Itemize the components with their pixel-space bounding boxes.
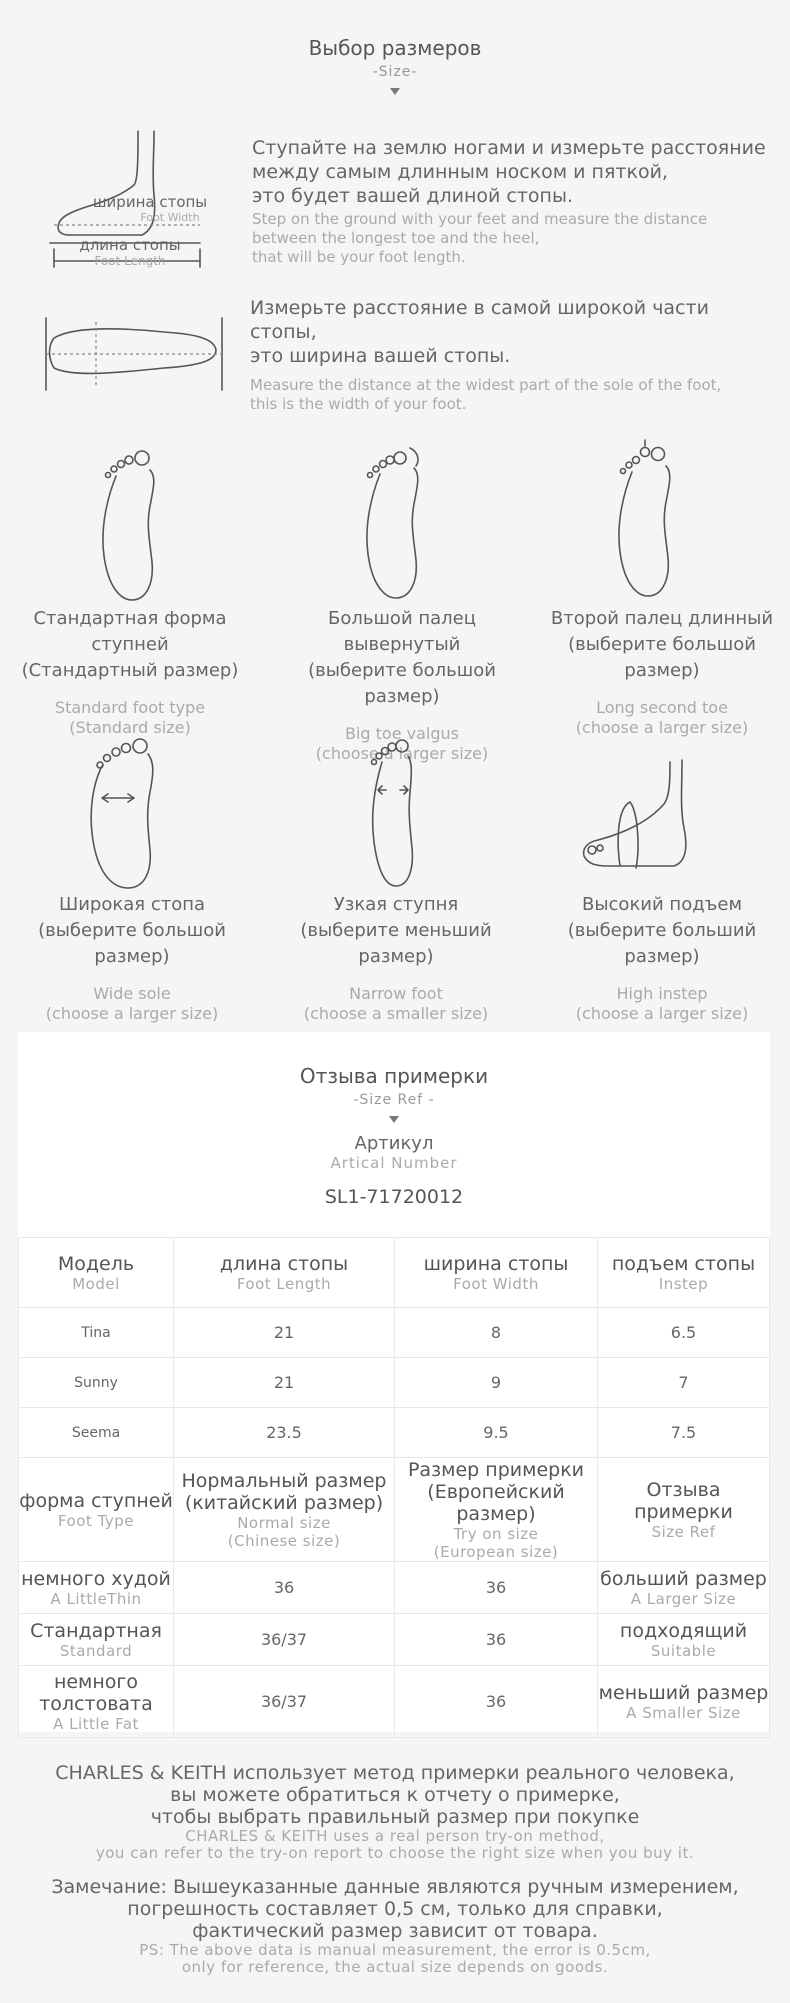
table-row: Sunny 21 9 7 xyxy=(19,1358,770,1408)
foot-width-illustration xyxy=(44,318,224,392)
size-ref-header xyxy=(18,1064,770,1208)
size-ref-title: Отзыва примерки xyxy=(299,1064,489,1088)
narrow-foot-icon xyxy=(360,732,430,890)
foot-type-standard: Стандартная форма ступней (Стандартный размер) Standard foot type (Standard size) xyxy=(21,608,239,737)
header-foot-length: длина стопы Foot Length xyxy=(174,1238,395,1308)
table-row: Стандартная Standard 36/37 36 подходящий Suitable xyxy=(19,1614,770,1666)
arrow-down-icon xyxy=(389,1116,399,1123)
header-foot-width: ширина стопы Foot Width xyxy=(395,1238,598,1308)
long-second-toe-icon xyxy=(612,440,682,600)
artical-label: Артикул xyxy=(354,1133,434,1154)
big-toe-valgus-icon xyxy=(360,444,430,602)
header-size-ref: Отзыва примерки Size Ref xyxy=(598,1458,770,1562)
foot-type-wide-sole: Широкая стопа (выберите большой размер) Wide sole (choose a larger size) xyxy=(38,894,226,1023)
sku: SL1-71720012 xyxy=(324,1186,464,1208)
header xyxy=(0,36,790,95)
arrow-down-icon xyxy=(390,88,400,95)
foot-type-big-toe-valgus: Большой палец вывернутый (выберите большой размер) Big toe valgus (choose a larger size) xyxy=(308,608,496,763)
measure-length-text: Ступайте на землю ногами и измерьте расстояние между самым длинным носком и пяткой, это будет вашей длиной стопы. Step on the ground with your feet and measure the distance between the longest toe and the heel, that will be your foot length. xyxy=(252,137,766,266)
foot-type-high-instep: Высокий подъем (выберите больший размер) High instep (choose a larger size) xyxy=(567,894,757,1023)
table-header-row xyxy=(19,1458,770,1562)
table-row: немного толстовата A Little Fat 36/37 36 меньший размер A Smaller Size xyxy=(19,1666,770,1738)
header-try-on-size: Размер примерки (Европейский размер) Try on size (European size) xyxy=(395,1458,598,1562)
try-on-note: CHARLES & KEITH использует метод примерки реального человека, вы можете обратиться к отчету о примерке, чтобы выбрать правильный размер при покупке CHARLES & KEITH uses a real person try-on method, you can refer to the try-on report to choose the right size when you buy it. xyxy=(55,1762,735,1862)
table-row: немного худой A LittleThin 36 36 больший размер A Larger Size xyxy=(19,1562,770,1614)
page-subtitle: -Size- xyxy=(372,64,418,80)
size-ref-panel xyxy=(18,1032,770,1732)
sole-outline xyxy=(50,329,217,374)
wide-sole-icon xyxy=(86,732,166,890)
measure-width-text: Измерьте расстояние в самой широкой части стопы, это ширина вашей стопы. Measure the distance at the widest part of the sole of the foot, this is the width of your foot. xyxy=(250,297,722,413)
page-title: Выбор размеров xyxy=(308,36,482,60)
table-header-row xyxy=(19,1238,770,1308)
header-normal-size: Нормальный размер (китайский размер) Normal size (Chinese size) xyxy=(174,1458,395,1562)
foot-width-label: ширина стопы Foot Width xyxy=(92,193,208,224)
header-model: Модель Model xyxy=(19,1238,174,1308)
artical-label-en: Artical Number xyxy=(330,1154,458,1172)
header-foot-type: форма ступней Foot Type xyxy=(19,1458,174,1562)
model-measure-table xyxy=(18,1237,770,1458)
standard-foot-icon xyxy=(96,446,166,604)
high-instep-icon xyxy=(578,758,718,870)
size-ref-table xyxy=(18,1457,770,1738)
table-row: Seema 23.5 9.5 7.5 xyxy=(19,1408,770,1458)
header-instep: подъем стопы Instep xyxy=(598,1238,770,1308)
measurement-remark: Замечание: Вышеуказанные данные являются ручным измерением, погрешность составляет 0,5 см, только для справки, фактический размер зависит от товара. PS: The above data is manual measurement, the error is 0.5cm, only for reference, the actual size depends on goods. xyxy=(51,1876,739,1976)
foot-length-label: длина стопы Foot Length xyxy=(79,236,181,268)
table-row: Tina 21 8 6.5 xyxy=(19,1308,770,1358)
size-ref-subtitle: -Size Ref - xyxy=(353,1092,435,1108)
foot-type-long-second-toe: Второй палец длинный (выберите большой размер) Long second toe (choose a larger size) xyxy=(550,608,774,737)
foot-type-narrow-foot: Узкая ступня (выберите меньший размер) Narrow foot (choose a smaller size) xyxy=(300,894,492,1023)
